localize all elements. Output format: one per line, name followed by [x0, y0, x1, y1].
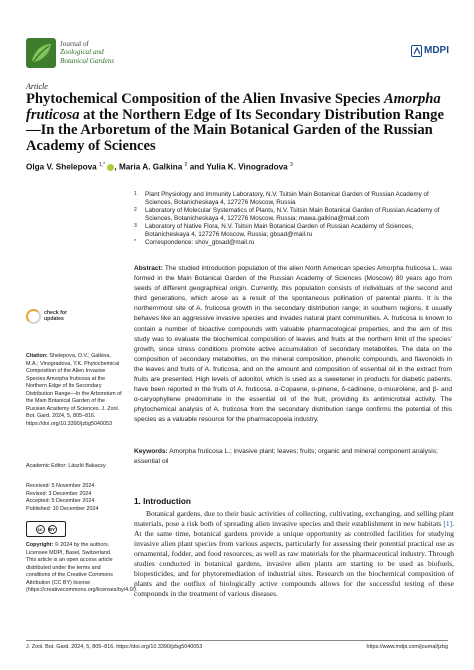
cc-icon: cc [37, 526, 43, 532]
intro-paragraph [134, 509, 454, 599]
title-part1: Phytochemical Composition of the Alien Invasive Species [26, 91, 384, 107]
author-1[interactable]: Olga V. Shelepova [26, 162, 97, 172]
citation-block [26, 353, 122, 428]
leaf-logo-icon [26, 38, 56, 68]
journal-name-line3: Botanical Gardens [60, 56, 115, 65]
date-published: Published: 10 December 2024 [26, 505, 99, 512]
mdpi-logo[interactable] [411, 44, 449, 57]
citation-label: Citation: [26, 353, 48, 359]
affiliation-number: 1 [134, 191, 137, 197]
intro-text-2: . At the same time, botanical gardens provide a unique opportunity as controlled facilities for studying invasive alien plant species from various aspects, particularly for assessing their potential practical use as ornamental, fodder, and food resources, as well as raw materials for the pharmaceutical industry. Through studies conducted in botanical gardens, invasive alien plants are starting to be used as biofuels, biopesticides, and for phytoremediation of industrial sites. Research on the biochemical composition of plants and the outflux of biologically active compounds allows for the successful testing of these compounds in the treatment of various diseases. [134, 519, 454, 598]
affiliation-text: Laboratory of Native Flora, N.V. Tsitsin Main Botanical Garden of Russian Academy of Sciences, Botanicheskaya 4, 127276 Moscow, Russia; gbsad@mail.ru [145, 223, 414, 238]
affiliation-number: 3 [134, 223, 137, 229]
affiliation-number: 2 [134, 207, 137, 213]
by-icon: BY [48, 526, 56, 532]
copyright-block [26, 542, 138, 595]
abstract-text: The studied introduction population of the alien North American species Amorpha fruticosa L. was formed in the Main Botanical Garden of the Russian Academy of Sciences (Moscow) 80 years ago from seeds of different geographical origin. Currently, this population consists of individuals of the second and third generations, which arose as a result of the spontaneous pollination of parental plants. It is the northernmost site of A. fruticosa growth in the secondary distribution range; in southern regions, it usually behaves like an aggressive invasive species and invades natural plant communities. A. fruticosa is known to contain a number of bioactive compounds with valuable pharmacological properties, and the aim of this study was to evaluate the biochemical composition of leaves and fruits at the northern limit of the species' growth, since stress conditions promote active accumulation of secondary metabolites. The data on the composition of secondary metabolites, on the mineral composition, phenolic compounds, and flavonoids in the leaves and fruits of A. fruticosa, and on the amount and composition of essential oil in the extract from fruits are presented. High levels of adonitol, which is used as a sweetener in products for diabetic patients, have been reported in the fruits of A. fruticosa. α-Copaene, α-pinene, δ-cadinene, α-muurolene, and β- and α-caryophyllene predominate in the essential oil of the fruit, providing its antimicrobial activity. The phytochemical analysis of A. fruticosa from the secondary distribution range confirms the potential of this species as a valuable resource for the pharmacopoeia industry. [134, 265, 452, 424]
cc-by-license-badge[interactable] [26, 521, 66, 537]
keywords-text: Amorpha fruticosa L.; invasive plant; leaves; fruits; organic and mineral component analysis; essential oil [134, 448, 438, 466]
abstract-label: Abstract: [134, 265, 163, 272]
check-for-updates-button[interactable] [26, 306, 82, 326]
article-title [26, 92, 446, 154]
copyright-text: © 2024 by the authors. Licensee MDPI, Basel, Switzerland. This article is an open access article distributed under the terms and conditions of the Creative Commons Attribution (CC BY) license (https://creativecommons.org/licenses/by/4.0/). [26, 542, 138, 593]
author-3[interactable]: Yulia K. Vinogradova [206, 162, 288, 172]
date-revised: Revised: 3 December 2024 [26, 490, 92, 497]
intro-text-1: Botanical gardens, due to their basic activities of collecting, cultivating, exchanging, and selling plant materials, pose a risk both of spreading alien invasive species and their establishment in new habitats [134, 509, 454, 528]
article-type: Article [26, 82, 48, 91]
footer-journal-url[interactable]: https://www.mdpi.com/journal/jzbg [366, 644, 448, 650]
copyright-label: Copyright: [26, 542, 54, 548]
check-updates-icon [26, 309, 41, 324]
author-2-sup: 2 [184, 162, 188, 168]
journal-name-line2: Zoological and [60, 48, 104, 57]
affiliation-text: Laboratory of Molecular Systematics of Plants, N.V. Tsitsin Main Botanical Garden of Russian Academy of Sciences, Botanicheskaya 4, 127276 Moscow, Russia; mawa.galkina@mail.com [145, 207, 440, 222]
affiliation-item [134, 207, 454, 223]
affiliation-item [134, 239, 454, 247]
updates-line2: updates [44, 316, 64, 322]
mdpi-wordmark: MDPI [424, 45, 449, 56]
footer-divider [26, 640, 448, 641]
affiliation-item [134, 191, 454, 207]
section-heading: 1. Introduction [134, 497, 191, 506]
orcid-icon[interactable] [107, 164, 114, 171]
journal-logo [26, 38, 56, 68]
correspondence-text[interactable]: Correspondence: shov_gbsad@mail.ru [145, 239, 255, 246]
affiliation-number: * [134, 239, 136, 245]
affiliation-text: Plant Physiology and Immunity Laboratory, N.V. Tsitsin Main Botanical Garden of Russian Academy of Sciences, Botanicheskaya 4, 127276 Moscow, Russia [145, 191, 429, 206]
date-received: Received: 5 November 2024 [26, 483, 95, 489]
author-1-sup: 1,* [98, 162, 106, 168]
publication-dates [26, 483, 122, 513]
author-2[interactable]: Maria A. Galkina [118, 162, 183, 172]
journal-name [60, 40, 114, 65]
affiliation-item [134, 223, 454, 239]
keywords [134, 447, 452, 467]
academic-editor: Academic Editor: László Bakacsy [26, 463, 106, 469]
author-list: Olga V. Shelepova $^{1,*}$ , Maria A. Galkina $^2$ and Yulia K. Vinogradova $^3$ [26, 162, 293, 172]
date-accepted: Accepted: 5 December 2024 [26, 498, 95, 504]
author-3-sup: 3 [289, 162, 293, 168]
affiliations [134, 191, 454, 247]
updates-line1: check for [44, 310, 68, 316]
title-species: Amorpha fruticosa [26, 91, 441, 123]
footer-citation[interactable]: J. Zool. Bot. Gard. 2024, 5, 805–816. https://doi.org/10.3390/jzbg5040053 [26, 644, 203, 650]
keywords-label: Keywords: [134, 448, 168, 455]
author-conjunction: and [189, 162, 205, 172]
mdpi-badge-icon [411, 45, 422, 57]
citation-link[interactable]: [1] [443, 519, 453, 528]
journal-name-line1: Journal of [60, 40, 89, 48]
title-part2: at the Northern Edge of Its Secondary Distribution Range—In the Arboretum of the Main Botanical Garden of the Russian Academy of Sciences [26, 106, 444, 154]
citation-text: Shelepova, O.V.; Galkina, M.A.; Vinogradova, Y.K. Phytochemical Composition of the Alien Invasive Species Amorpha fruticosa at the Northern Edge of Its Secondary Distribution Range—In the Arboretum of the Main Botanical Garden of the Russian Academy of Sciences. J. Zool. Bot. Gard. 2024, 5, 805–816. https://doi.org/10.3390/jzbg5040053 [26, 353, 122, 427]
abstract [134, 264, 452, 426]
